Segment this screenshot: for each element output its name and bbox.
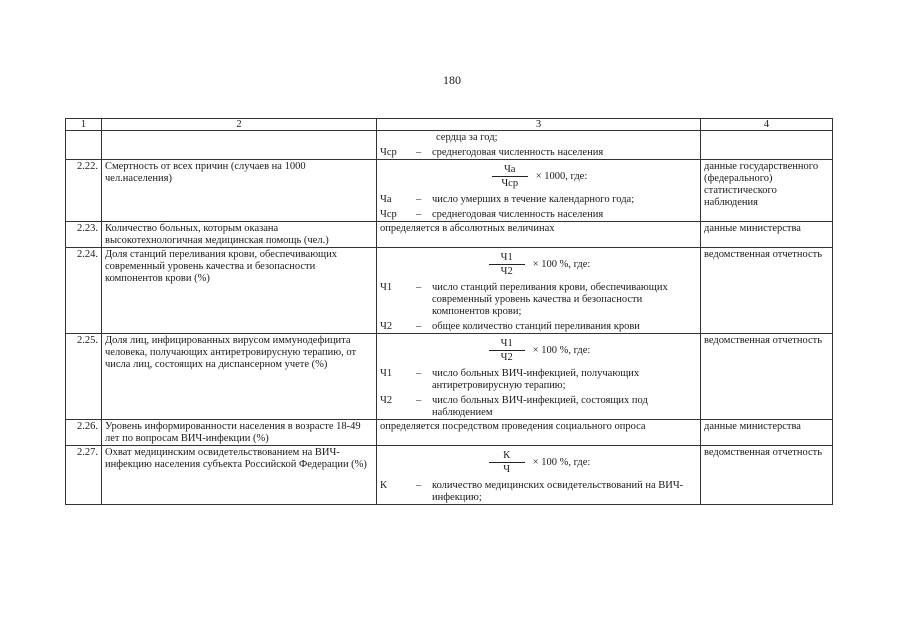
- numerator: К: [503, 450, 511, 461]
- variable-definition: [380, 368, 697, 392]
- numerator: Ч1: [500, 338, 513, 349]
- dash: –: [416, 147, 422, 158]
- indicator-name: Количество больных, которым оказана высокотехнологичная медицинская помощь (чел.): [102, 222, 377, 248]
- dash: –: [416, 209, 422, 220]
- denominator: Ч: [503, 464, 511, 475]
- row-number: 2.26.: [66, 420, 102, 446]
- formula-multiplier: × 100 %, где:: [532, 258, 591, 270]
- row-number: 2.24.: [66, 248, 102, 334]
- variable-description: среднегодовая численность населения: [432, 147, 604, 158]
- fraction: [487, 337, 527, 364]
- denominator: Ч2: [500, 352, 513, 363]
- table-row: [66, 222, 833, 248]
- calculation-method: [377, 131, 701, 160]
- row-number: 2.23.: [66, 222, 102, 248]
- column-header: 3: [377, 119, 701, 131]
- variable-description: число станций переливания крови, обеспечивающих современный уровень качества и безопасности компонентов крови;: [432, 282, 668, 317]
- data-source: данные министерства: [701, 420, 833, 446]
- variable-symbol: Ч2: [380, 395, 393, 406]
- formula-multiplier: × 100 %, где:: [532, 456, 591, 468]
- calculation-method: [377, 248, 701, 334]
- variable-symbol: Чср: [380, 147, 397, 158]
- variable-definition: [380, 480, 697, 504]
- variable-description: число больных ВИЧ-инфекцией, получающих антиретровирусную терапию;: [432, 368, 640, 391]
- variable-symbol: Ч1: [380, 368, 393, 379]
- dash: –: [416, 321, 422, 332]
- denominator: Чср: [501, 178, 519, 189]
- variable-definition: [380, 282, 697, 318]
- data-source: ведомственная отчетность: [701, 446, 833, 505]
- dash: –: [416, 480, 422, 491]
- variable-symbol: К: [380, 480, 388, 491]
- calculation-method: [377, 334, 701, 420]
- variable-description: среднегодовая численность населения: [432, 209, 604, 220]
- table-row: [66, 420, 833, 446]
- variable-description: количество медицинских освидетельствований на ВИЧ-инфекцию;: [432, 480, 684, 503]
- indicator-name: Доля станций переливания крови, обеспечивающих современный уровень качества и безопасности компонентов крови (%): [102, 248, 377, 334]
- fraction: [487, 251, 527, 278]
- variable-definition: [380, 321, 697, 333]
- data-source: ведомственная отчетность: [701, 334, 833, 420]
- fraction: [487, 449, 527, 476]
- row-number: 2.25.: [66, 334, 102, 420]
- variable-description: число умерших в течение календарного года;: [432, 194, 635, 205]
- formula: [380, 337, 697, 364]
- numerator: Ча: [503, 164, 516, 175]
- row-number: 2.27.: [66, 446, 102, 505]
- variable-symbol: Ч2: [380, 321, 393, 332]
- calculation-method: [377, 446, 701, 505]
- dash: –: [416, 368, 422, 379]
- fraction: [490, 163, 530, 190]
- variable-definition: [380, 209, 697, 221]
- table-row: [66, 131, 833, 160]
- table-row: [66, 446, 833, 505]
- variable-definition: [380, 147, 697, 159]
- data-source: ведомственная отчетность: [701, 248, 833, 334]
- variable-description: общее количество станций переливания крови: [432, 321, 640, 332]
- table-header-row: [66, 119, 833, 131]
- indicator-name: Смертность от всех причин (случаев на 1000 чел.населения): [102, 160, 377, 222]
- indicator-name: Доля лиц, инфицированных вирусом иммунодефицита человека, получающих антиретровирусную терапию, от числа лиц, состоящих на диспансерном учете (%): [102, 334, 377, 420]
- table-row: [66, 160, 833, 222]
- calculation-method: определяется в абсолютных величинах: [377, 222, 701, 248]
- variable-symbol: Ч1: [380, 282, 393, 293]
- calculation-method: определяется посредством проведения социального опроса: [377, 420, 701, 446]
- indicator-name: Охват медицинским освидетельствованием на ВИЧ-инфекцию населения субъекта Российской Федерации (%): [102, 446, 377, 505]
- column-header: 4: [701, 119, 833, 131]
- indicator-name: Уровень информированности населения в возрасте 18-49 лет по вопросам ВИЧ-инфекции (%): [102, 420, 377, 446]
- formula-multiplier: × 100 %, где:: [532, 344, 591, 356]
- formula: [380, 251, 697, 278]
- formula: [380, 163, 697, 190]
- column-header: 1: [66, 119, 102, 131]
- column-header: 2: [102, 119, 377, 131]
- dash: –: [416, 194, 422, 205]
- table-row: [66, 334, 833, 420]
- dash: –: [416, 282, 422, 293]
- data-source: данные министерства: [701, 222, 833, 248]
- data-source: данные государственного (федерального) статистического наблюдения: [701, 160, 833, 222]
- data-source: [701, 131, 833, 160]
- continued-text: сердца за год;: [436, 132, 498, 143]
- formula-multiplier: × 1000, где:: [535, 170, 588, 182]
- formula: [380, 449, 697, 476]
- dash: –: [416, 395, 422, 406]
- variable-definition: [380, 194, 697, 206]
- variable-symbol: Ча: [380, 194, 392, 205]
- row-number: 2.22.: [66, 160, 102, 222]
- indicator-name: [102, 131, 377, 160]
- variable-description: число больных ВИЧ-инфекцией, состоящих под наблюдением: [432, 395, 648, 418]
- page-number: 180: [443, 73, 461, 87]
- table-row: [66, 248, 833, 334]
- indicators-table: [65, 118, 833, 505]
- row-number: [66, 131, 102, 160]
- variable-symbol: Чср: [380, 209, 397, 220]
- calculation-method: [377, 160, 701, 222]
- numerator: Ч1: [500, 252, 513, 263]
- denominator: Ч2: [500, 266, 513, 277]
- variable-definition: [380, 395, 697, 419]
